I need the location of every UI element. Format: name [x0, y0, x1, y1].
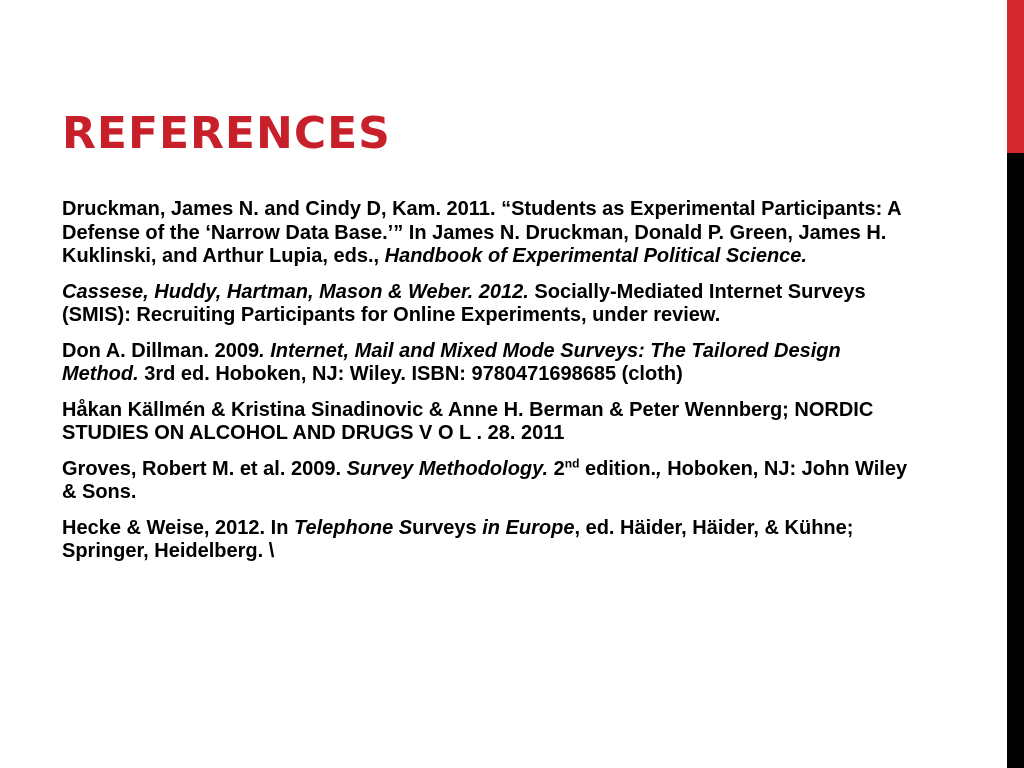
reference-edition: 2: [548, 457, 565, 480]
reference-druckman: [62, 198, 922, 269]
reference-book-title: Telephone S: [293, 516, 413, 539]
reference-book-title: Handbook of Experimental Political Science.: [384, 245, 807, 267]
reference-text: Håkan Källmén & Kristina Sinadinovic & Anne H. Berman & Peter Wennberg; NORDIC STUDIES ON ALCOHOL AND DRUGS V O L . 28. 2011: [62, 398, 874, 444]
reference-publisher: Hoboken, NJ: John Wiley & Sons.: [62, 457, 908, 503]
reference-book-title: Survey Methodology.: [346, 457, 549, 480]
reference-text: Socially-Mediated Internet Surveys (SMIS): Recruiting Participants for Online Experiments, under review.: [62, 280, 866, 326]
edge-accent-red: [1007, 0, 1024, 153]
reference-text: , ed. Häider, Häider, & Kühne; Springer, Heidelberg. \: [62, 516, 854, 562]
reference-edition-word: edition.: [579, 457, 657, 480]
reference-kallmen: [62, 399, 922, 446]
reference-book-title-tail: in Europe: [482, 516, 575, 539]
reference-authors: Hecke & Weise, 2012. In: [62, 516, 294, 539]
reference-comma: ,: [656, 457, 662, 480]
reference-groves: [62, 455, 922, 505]
reference-hecke: [62, 517, 922, 564]
reference-text: Druckman, James N. and Cindy D, Kam. 2011. “Students as Experimental Participants: A Defense of the ‘Narrow Data Base.’” In James N. Druckman, Donald P. Green, James H. Kuklinski, and Arthur Lupia, eds.,: [62, 198, 901, 267]
reference-dillman: [62, 340, 922, 387]
reference-book-title: . Internet, Mail and Mixed Mode Surveys: The Tailored Design Method.: [62, 339, 841, 385]
reference-authors: Groves, Robert M. et al. 2009.: [62, 457, 347, 480]
edge-accent-black: [1007, 153, 1024, 768]
slide-title: REFERENCES: [62, 108, 391, 159]
reference-authors: Don A. Dillman. 2009: [62, 339, 260, 362]
reference-list: [62, 198, 922, 564]
reference-book-title-rest: urveys: [412, 516, 483, 539]
reference-authors: Cassese, Huddy, Hartman, Mason & Weber. 2012.: [62, 280, 529, 303]
reference-edition-suffix: nd: [564, 455, 580, 470]
reference-cassese: [62, 281, 922, 328]
reference-text: 3rd ed. Hoboken, NJ: Wiley. ISBN: 9780471698685 (cloth): [138, 363, 683, 385]
